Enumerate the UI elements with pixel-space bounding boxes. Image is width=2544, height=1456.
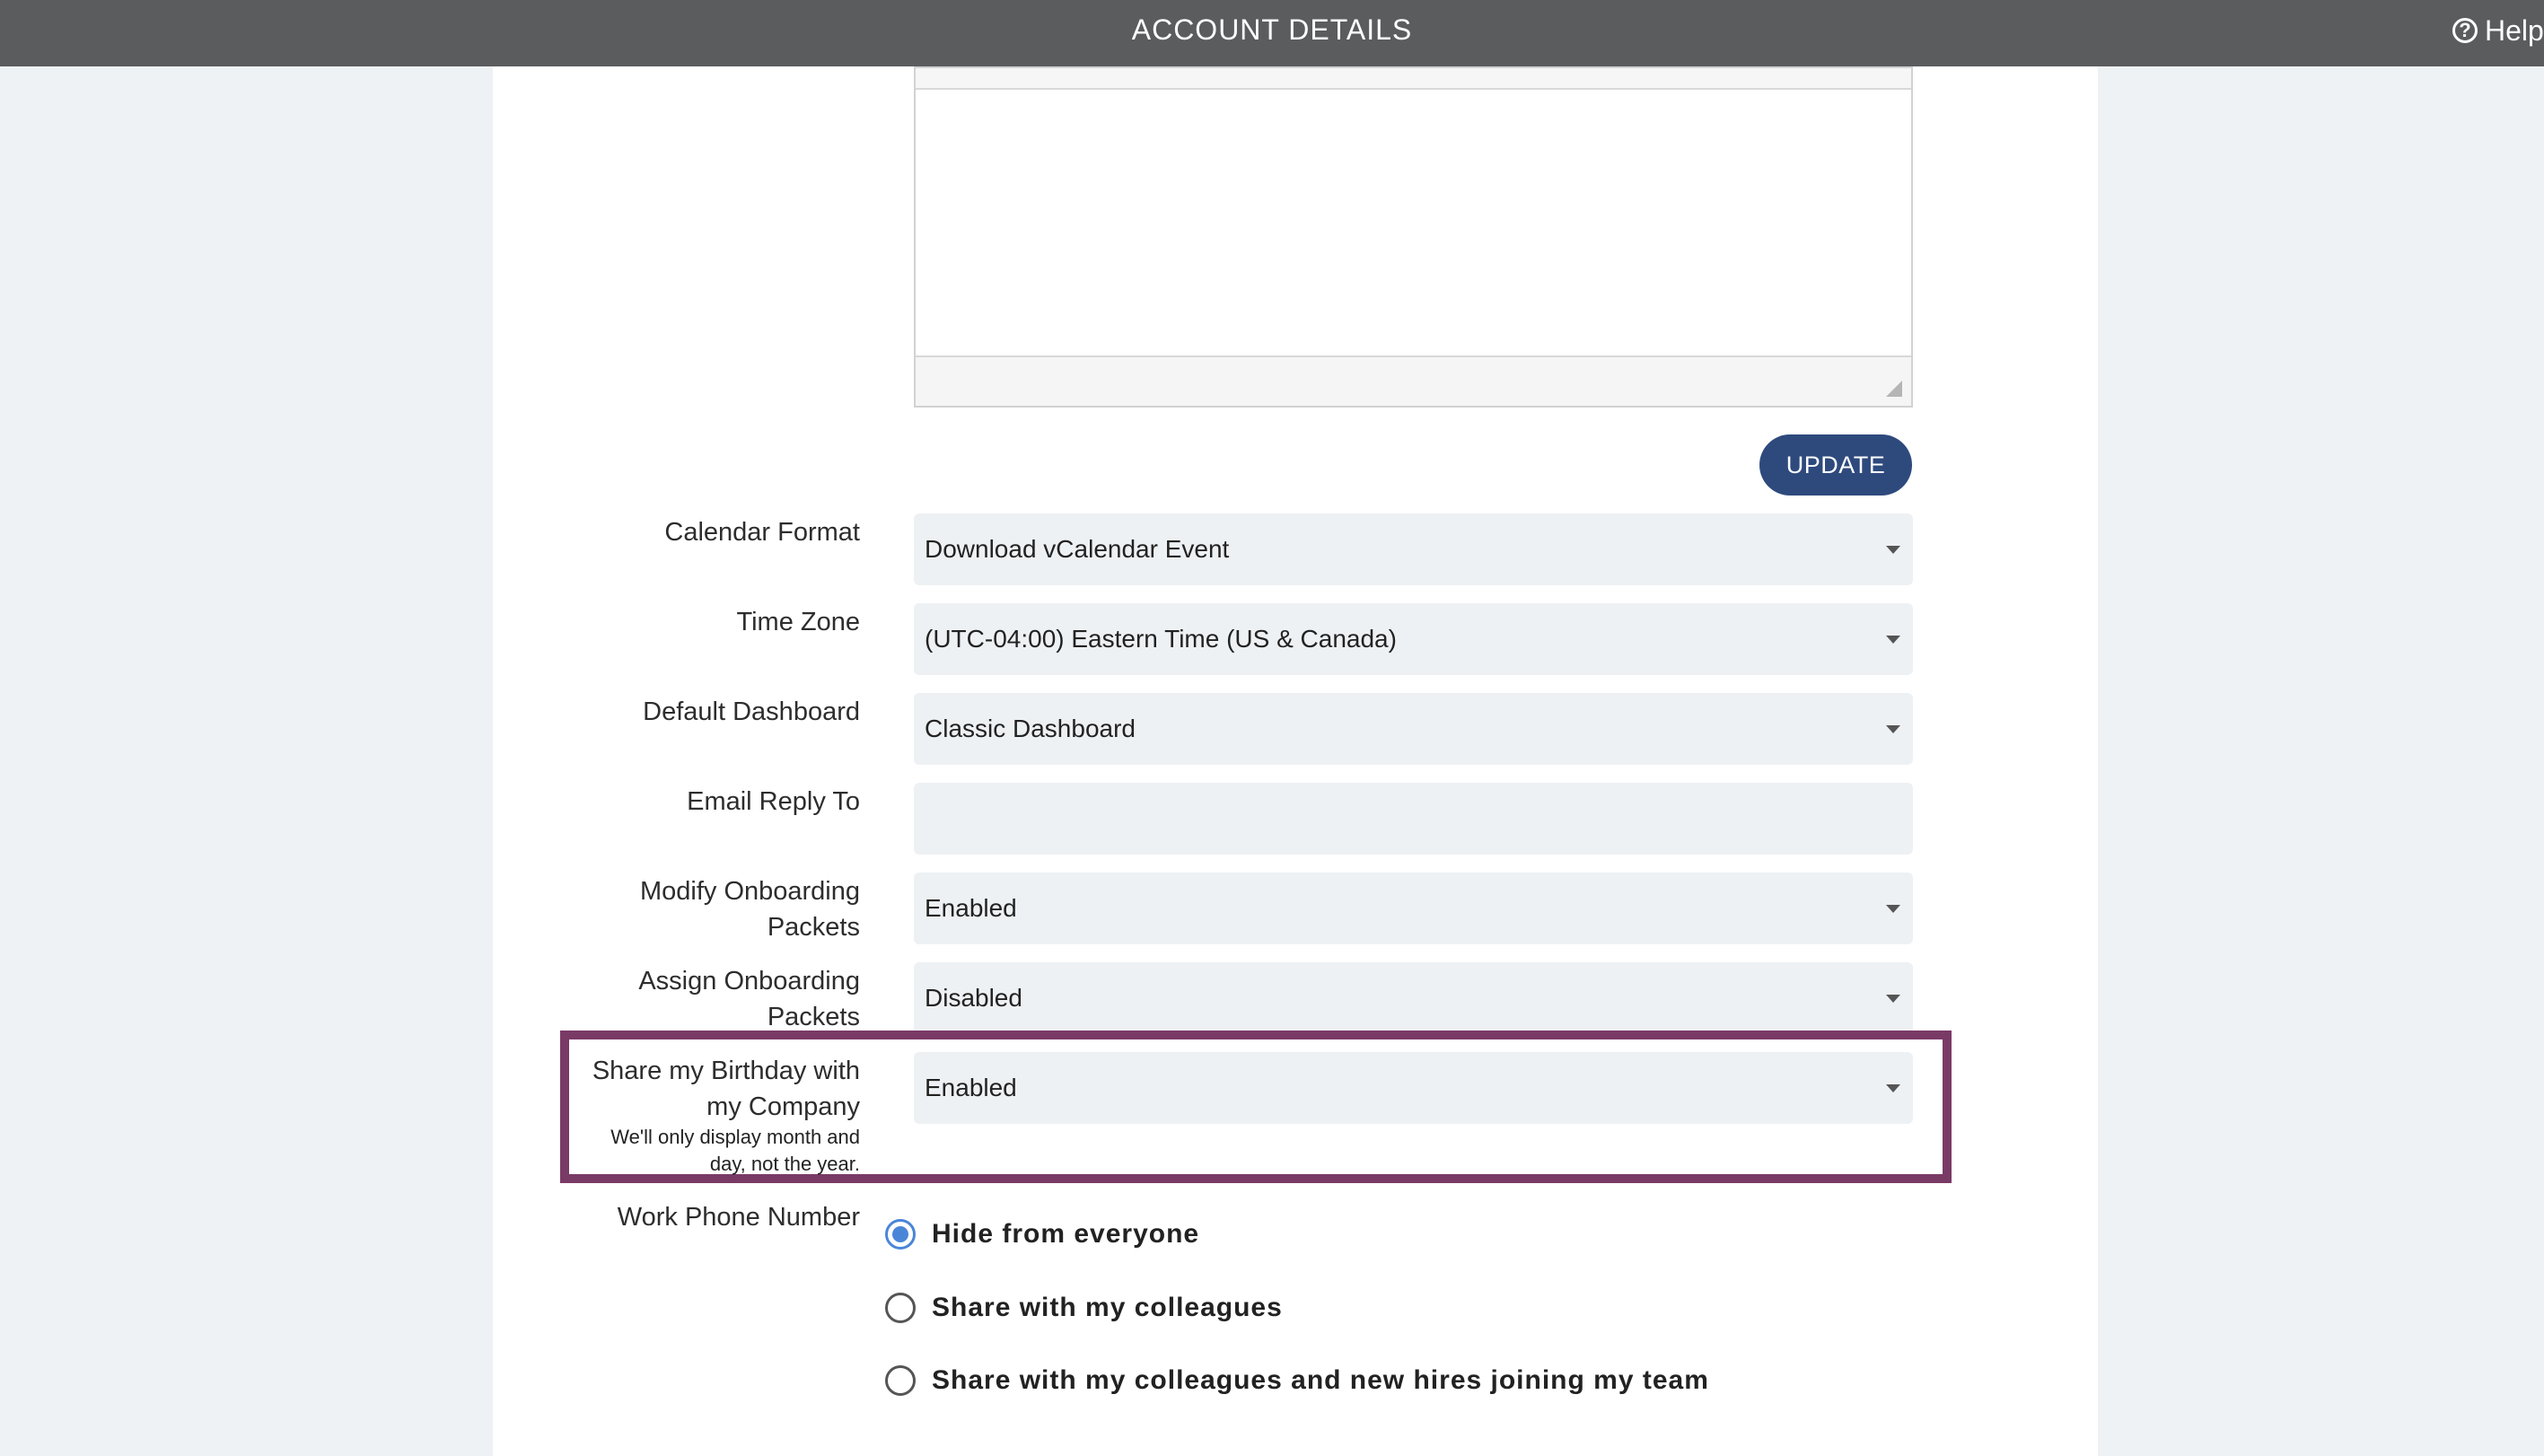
- chevron-down-icon: [1886, 636, 1900, 644]
- work-phone-option-colleagues[interactable]: [885, 1293, 1283, 1323]
- radio-unselected-icon[interactable]: [885, 1365, 916, 1396]
- default-dashboard-value: Classic Dashboard: [925, 715, 1136, 742]
- email-reply-to-input[interactable]: [914, 783, 1913, 855]
- work-phone-option-hide[interactable]: [885, 1219, 1199, 1250]
- time-zone-select[interactable]: [914, 603, 1913, 675]
- email-reply-to-label: Email Reply To: [687, 787, 860, 816]
- radio-unselected-icon[interactable]: [885, 1293, 916, 1323]
- assign-onboarding-label: [483, 963, 860, 1035]
- help-label: Help: [2485, 13, 2544, 47]
- time-zone-value: (UTC-04:00) Eastern Time (US & Canada): [925, 625, 1397, 653]
- assign-onboarding-value: Disabled: [925, 984, 1022, 1012]
- share-birthday-note-line1: We'll only display month and: [610, 1126, 860, 1148]
- modify-onboarding-label: [483, 873, 860, 945]
- work-phone-option-colleagues-new-hires[interactable]: [885, 1365, 1709, 1396]
- chevron-down-icon: [1886, 546, 1900, 554]
- chevron-down-icon: [1886, 725, 1900, 733]
- top-bar: [0, 0, 2544, 66]
- help-link[interactable]: [2452, 14, 2544, 47]
- editor-toolbar: [916, 68, 1911, 90]
- default-dashboard-select[interactable]: [914, 693, 1913, 765]
- share-birthday-note-line2: day, not the year.: [709, 1153, 860, 1175]
- update-button[interactable]: UPDATE: [1759, 434, 1912, 496]
- modify-onboarding-select[interactable]: [914, 873, 1913, 944]
- modify-onboarding-value: Enabled: [925, 894, 1017, 922]
- chevron-down-icon: [1886, 905, 1900, 913]
- calendar-format-select[interactable]: [914, 513, 1913, 585]
- share-birthday-label: [483, 1053, 860, 1125]
- chevron-down-icon: [1886, 1084, 1900, 1092]
- share-birthday-select[interactable]: [914, 1052, 1913, 1124]
- work-phone-option-label: Hide from everyone: [932, 1219, 1200, 1249]
- assign-onboarding-label-line1: Assign Onboarding: [638, 967, 860, 996]
- share-birthday-label-line1: Share my Birthday with: [592, 1057, 860, 1085]
- share-birthday-note: [557, 1124, 860, 1178]
- work-phone-label: Work Phone Number: [617, 1203, 860, 1232]
- share-birthday-label-line2: my Company: [706, 1092, 860, 1121]
- page-title: ACCOUNT DETAILS: [1131, 13, 1413, 46]
- question-circle-icon: ?: [2452, 18, 2478, 43]
- work-phone-option-label: Share with my colleagues and new hires joining my team: [932, 1365, 1709, 1395]
- share-birthday-value: Enabled: [925, 1074, 1017, 1101]
- assign-onboarding-label-line2: Packets: [767, 1003, 860, 1031]
- modify-onboarding-label-line1: Modify Onboarding: [639, 877, 860, 906]
- rich-text-editor[interactable]: [914, 66, 1913, 408]
- editor-statusbar: [916, 355, 1911, 406]
- radio-selected-icon[interactable]: [885, 1219, 916, 1250]
- time-zone-label: Time Zone: [736, 608, 860, 636]
- chevron-down-icon: [1886, 995, 1900, 1003]
- resize-handle-icon[interactable]: [1886, 381, 1902, 397]
- default-dashboard-label: Default Dashboard: [643, 697, 860, 726]
- calendar-format-value: Download vCalendar Event: [925, 535, 1230, 563]
- assign-onboarding-select[interactable]: [914, 962, 1913, 1034]
- modify-onboarding-label-line2: Packets: [767, 913, 860, 942]
- work-phone-option-label: Share with my colleagues: [932, 1293, 1283, 1322]
- calendar-format-label: Calendar Format: [664, 518, 860, 547]
